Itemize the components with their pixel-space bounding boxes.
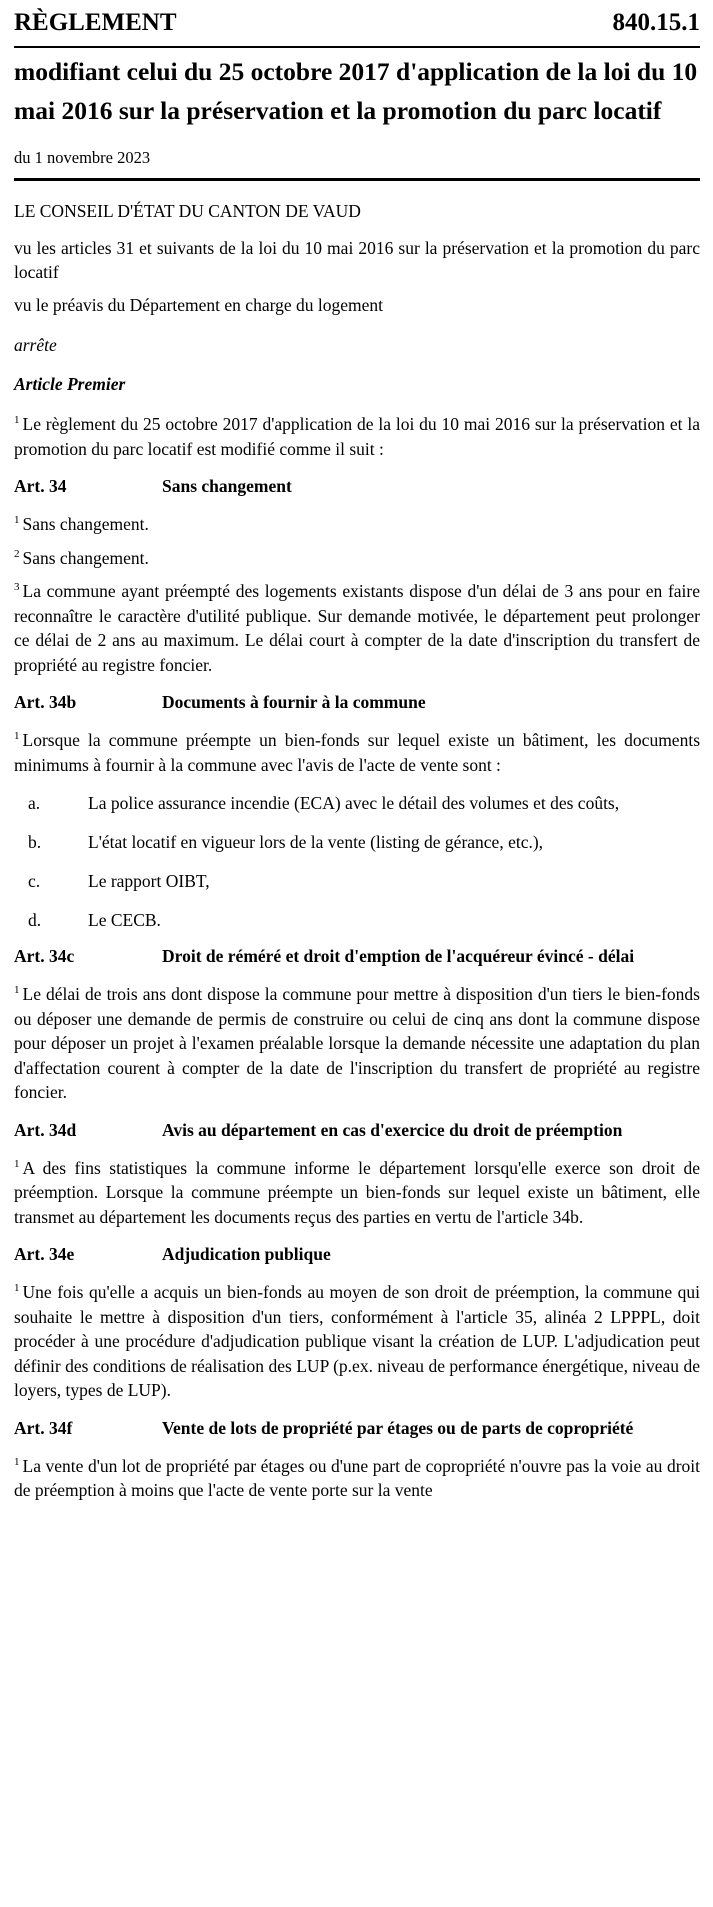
list-item: b. L'état locatif en vigueur lors de la vente (listing de gérance, etc.),	[28, 832, 544, 852]
art34-al3: $^3$ La commune ayant préempté des logements existants dispose d'un délai de 3 ans pour en faire reconnaître le caractère d'utilité publique. Sur demande motivée, le département peut prolonger ce délai de 2 ans au maximum. Le délai court à compter de la date d'inscription du transfert de propriété au registre foncier.	[14, 581, 700, 675]
title-rule	[14, 178, 700, 181]
list-item: a. La police assurance incendie (ECA) avec le détail des volumes et des coûts,	[28, 793, 620, 813]
art34-heading	[14, 473, 700, 500]
document-date: du 1 novembre 2023	[14, 148, 151, 167]
preamble-vu-1: vu les articles 31 et suivants de la loi du 10 mai 2016 sur la préservation et la promotion du parc locatif	[14, 237, 700, 282]
art34c-title: Droit de réméré et droit d'emption de l'acquéreur évincé - délai	[162, 946, 635, 966]
list-item: c. Le rapport OIBT,	[28, 871, 210, 891]
preamble-council: LE CONSEIL D'ÉTAT DU CANTON DE VAUD	[14, 201, 361, 221]
preamble-vu-2: vu le préavis du Département en charge du logement	[14, 294, 383, 315]
art34e-heading	[14, 1241, 700, 1268]
header-reference: 840.15.1	[612, 9, 700, 36]
list-item: d. Le CECB.	[28, 910, 161, 930]
art34b-title: Documents à fournir à la commune	[162, 692, 426, 712]
art34b-number: Art. 34b	[14, 692, 77, 712]
art34d-number: Art. 34d	[14, 1119, 77, 1140]
header-rule	[14, 46, 700, 48]
art34-al2: $^2$ Sans changement.	[14, 547, 149, 568]
article-premier-al1: $^1$ Le règlement du 25 octobre 2017 d'application de la loi du 10 mai 2016 sur la préservation et la promotion du parc locatif est modifié comme il suit :	[14, 414, 700, 459]
art34d-al1: $^1$ A des fins statistiques la commune informe le département lorsqu'elle exerce son droit de préemption. Lorsque la commune préempte un bien-fonds sur lequel existe un bâtiment, elle transmet au département les documents reçus des parties en vertu de l'article 34b.	[14, 1157, 700, 1227]
art34e-number: Art. 34e	[14, 1244, 75, 1264]
art34f-title: Vente de lots de propriété par étages ou de parts de copropriété	[162, 1417, 634, 1438]
art34b-heading	[14, 689, 700, 716]
art34b-al1: $^1$ Lorsque la commune préempte un bien-fonds sur lequel existe un bâtiment, les documents minimums à fournir à la commune avec l'avis de l'acte de vente sont :	[14, 730, 700, 775]
alinea-number: 1	[14, 414, 20, 427]
art34-title: Sans changement	[162, 476, 292, 496]
header-type: RÈGLEMENT	[14, 9, 177, 36]
preamble-arrete: arrête	[14, 335, 57, 355]
document-header	[14, 4, 700, 42]
art34-al1: $^1$ Sans changement.	[14, 514, 149, 534]
document-title: modifiant celui du 25 octobre 2017 d'application de la loi du 10 mai 2016 sur la préservation et la promotion du parc locatif	[14, 57, 698, 125]
art34f-number: Art. 34f	[14, 1417, 73, 1438]
art34-number: Art. 34	[14, 476, 67, 496]
art34c-al1: $^1$ Le délai de trois ans dont dispose la commune pour mettre à disposition d'un tiers le bien-fonds ou déposer une demande de permis de construire ou celui de cinq ans dont la commune dispose pour déposer un projet à l'examen préalable lorsque la demande nécessite une adaptation du plan d'affectation courent à compter de la date de l'inscription du transfert de propriété au registre foncier.	[14, 984, 700, 1102]
document-page	[14, 0, 700, 1503]
art34d-heading	[14, 1117, 700, 1144]
art34e-title: Adjudication publique	[162, 1244, 331, 1264]
art34e-al1: $^1$ Une fois qu'elle a acquis un bien-fonds au moyen de son droit de préemption, la commune qui souhaite le mettre à disposition d'un tiers, conformément à l'article 35, alinéa 2 LPPPL, doit procéder à une procédure d'adjudication publique visant la création de LUP. L'adjudication peut définir des conditions de réalisation des LUP (p.ex. niveau de performance énergétique, niveau de loyers, types de LUP).	[14, 1282, 700, 1400]
art34f-al1: $^1$ La vente d'un lot de propriété par étages ou d'une part de copropriété n'ouvre pas la voie au droit de préemption à moins que l'acte de vente porte sur la vente	[14, 1455, 700, 1500]
article-premier-heading: Article Premier	[14, 373, 126, 394]
art34c-heading	[14, 943, 700, 970]
art34f-heading	[14, 1415, 700, 1442]
art34d-title: Avis au département en cas d'exercice du droit de préemption	[162, 1119, 623, 1140]
art34c-number: Art. 34c	[14, 946, 75, 966]
